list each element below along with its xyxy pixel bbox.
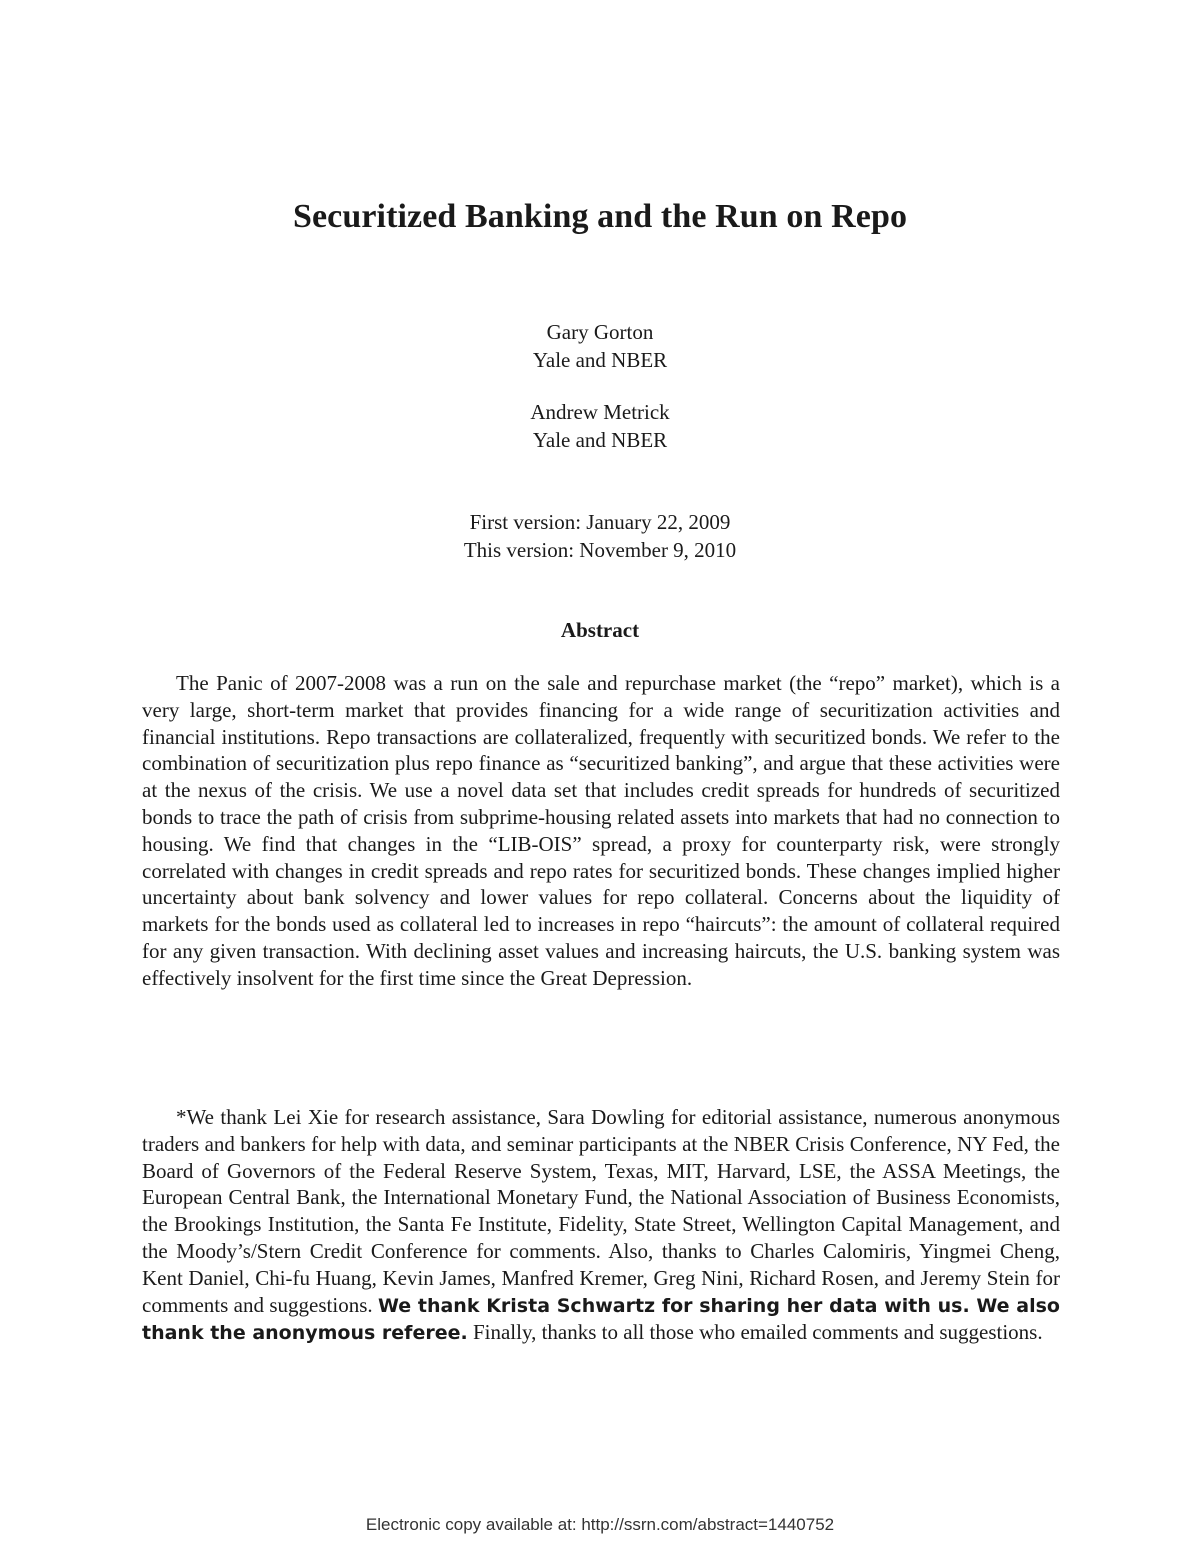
author-name: Gary Gorton <box>546 320 654 344</box>
acknowledgments <box>142 1104 1060 1347</box>
first-version-date: First version: January 22, 2009 <box>469 510 731 534</box>
author-block <box>0 318 1200 374</box>
author-block <box>0 398 1200 454</box>
abstract-text: The Panic of 2007-2008 was a run on the sale and repurchase market (the “repo” market), which is a very large, short-term market that provides financing for a wide range of securitization activities and financial institutions. Repo transactions are collateralized, frequently with securitized bonds. We refer to the combination of securitization plus repo finance as “securitized banking”, and argue that these activities were at the nexus of the crisis. We use a novel data set that includes credit spreads for hundreds of securitized bonds to trace the path of crisis from subprime-housing related assets into markets that had no connection to housing. We find that changes in the “LIB-OIS” spread, a proxy for counterparty risk, were strongly correlated with changes in credit spreads and repo rates for securitized bonds. These changes implied higher uncertainty about bank solvency and lower values for repo collateral. Concerns about the liquidity of markets for the bonds used as collateral led to increases in repo “haircuts”: the amount of collateral required for any given transaction. With declining asset values and increasing haircuts, the U.S. banking system was effectively insolvent for the first time since the Great Depression. <box>142 671 1060 990</box>
author-list <box>0 318 1200 478</box>
acknowledgments-closing-text: Finally, thanks to all those who emailed comments and suggestions. <box>467 1320 1043 1345</box>
version-dates <box>0 508 1200 564</box>
abstract-heading: Abstract <box>560 618 640 642</box>
author-name: Andrew Metrick <box>530 400 670 424</box>
paper-title: Securitized Banking and the Run on Repo <box>292 198 908 235</box>
this-version-date: This version: November 9, 2010 <box>463 538 737 562</box>
acknowledgments-text: *We thank Lei Xie for research assistance, Sara Dowling for editorial assistance, numerous anonymous traders and bankers for help with data, and seminar participants at the NBER Crisis Conference, NY Fed, the Board of Governors of the Federal Reserve System, Texas, MIT, Harvard, LSE, the ASSA Meetings, the European Central Bank, the International Monetary Fund, the National Association of Business Economists, the Brookings Institution, the Santa Fe Institute, Fidelity, State Street, Wellington Capital Management, and the Moody’s/Stern Credit Conference for comments. Also, thanks to Charles Calomiris, Yingmei Cheng, Kent Daniel, Chi-fu Huang, Kevin James, Manfred Kremer, Greg Nini, Richard Rosen, and Jeremy Stein for comments and suggestions. <box>142 1105 1060 1317</box>
ssrn-footer-link[interactable]: Electronic copy available at: http://ssrn.com/abstract=1440752 <box>365 1515 835 1534</box>
acknowledgments-bold-text: We thank Krista Schwartz for sharing her data with us. We also thank the anonymous referee. <box>142 1294 1060 1345</box>
author-affiliation: Yale and NBER <box>532 428 668 452</box>
author-affiliation: Yale and NBER <box>532 348 668 372</box>
